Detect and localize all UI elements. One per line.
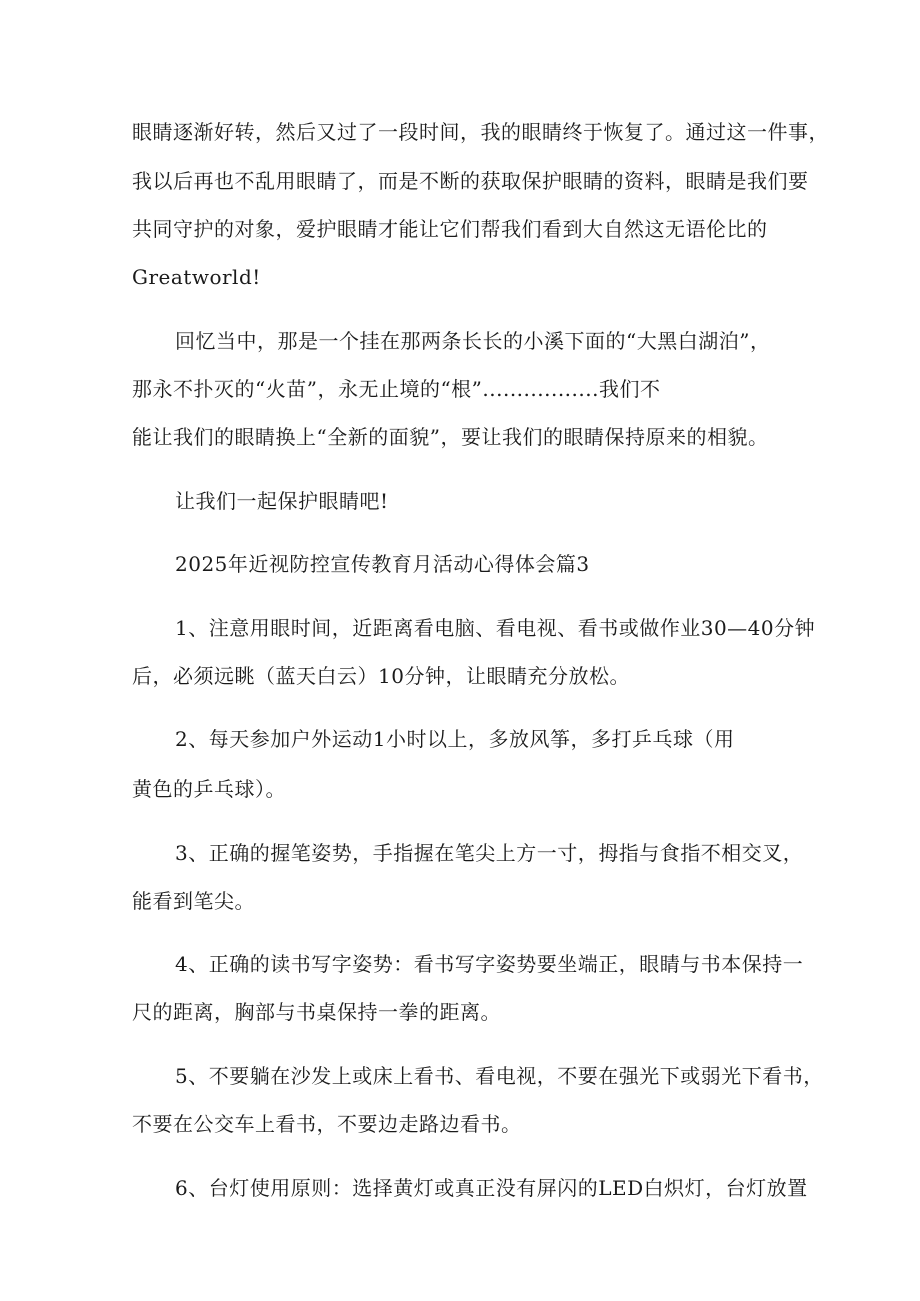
- text-line: 不要在公交车上看书，不要边走路边看书。: [132, 1112, 522, 1136]
- text-line: 回忆当中，那是一个挂在那两条长长的小溪下面的“大黑白湖泊”，: [175, 329, 771, 353]
- text-line: 我以后再也不乱用眼睛了，而是不断的获取保护眼睛的资料，眼睛是我们要: [132, 169, 809, 193]
- text-line: 让我们一起保护眼睛吧!: [175, 489, 389, 513]
- text-line: 6、台灯使用原则：选择黄灯或真正没有屏闪的LED白炽灯，台灯放置: [175, 1176, 808, 1200]
- text-line: 能看到笔尖。: [132, 889, 255, 913]
- text-line: 2、每天参加户外运动1小时以上，多放风筝，多打乒乓球（用: [175, 727, 735, 751]
- text-line: Greatworld!: [132, 265, 261, 289]
- text-line: 能让我们的眼睛换上“全新的面貌”，要让我们的眼睛保持原来的相貌。: [132, 425, 769, 449]
- text-line: 后，必须远眺（蓝天白云）10分钟，让眼睛充分放松。: [132, 664, 630, 688]
- text-line: 眼睛逐渐好转，然后又过了一段时间，我的眼睛终于恢复了。通过这一件事，: [132, 120, 829, 144]
- text-line: 黄色的乒乓球）。: [132, 777, 286, 801]
- text-line: 那永不扑灭的“火苗”，永无止境的“根”.................我们不: [132, 377, 661, 401]
- text-line: 4、正确的读书写字姿势：看书写字姿势要坐端正，眼睛与书本保持一: [175, 952, 804, 976]
- text-line: 5、不要躺在沙发上或床上看书、看电视，不要在强光下或弱光下看书，: [175, 1064, 824, 1088]
- text-line: 共同守护的对象，爱护眼睛才能让它们帮我们看到大自然这无语伦比的: [132, 217, 768, 241]
- text-line: 尺的距离，胸部与书桌保持一拳的距离。: [132, 1000, 501, 1024]
- section-heading: 2025年近视防控宣传教育月活动心得体会篇3: [175, 552, 590, 576]
- text-line: 3、正确的握笔姿势，手指握在笔尖上方一寸，拇指与食指不相交叉，: [175, 841, 804, 865]
- text-line: 1、注意用眼时间，近距离看电脑、看电视、看书或做作业30—40分钟: [175, 616, 816, 640]
